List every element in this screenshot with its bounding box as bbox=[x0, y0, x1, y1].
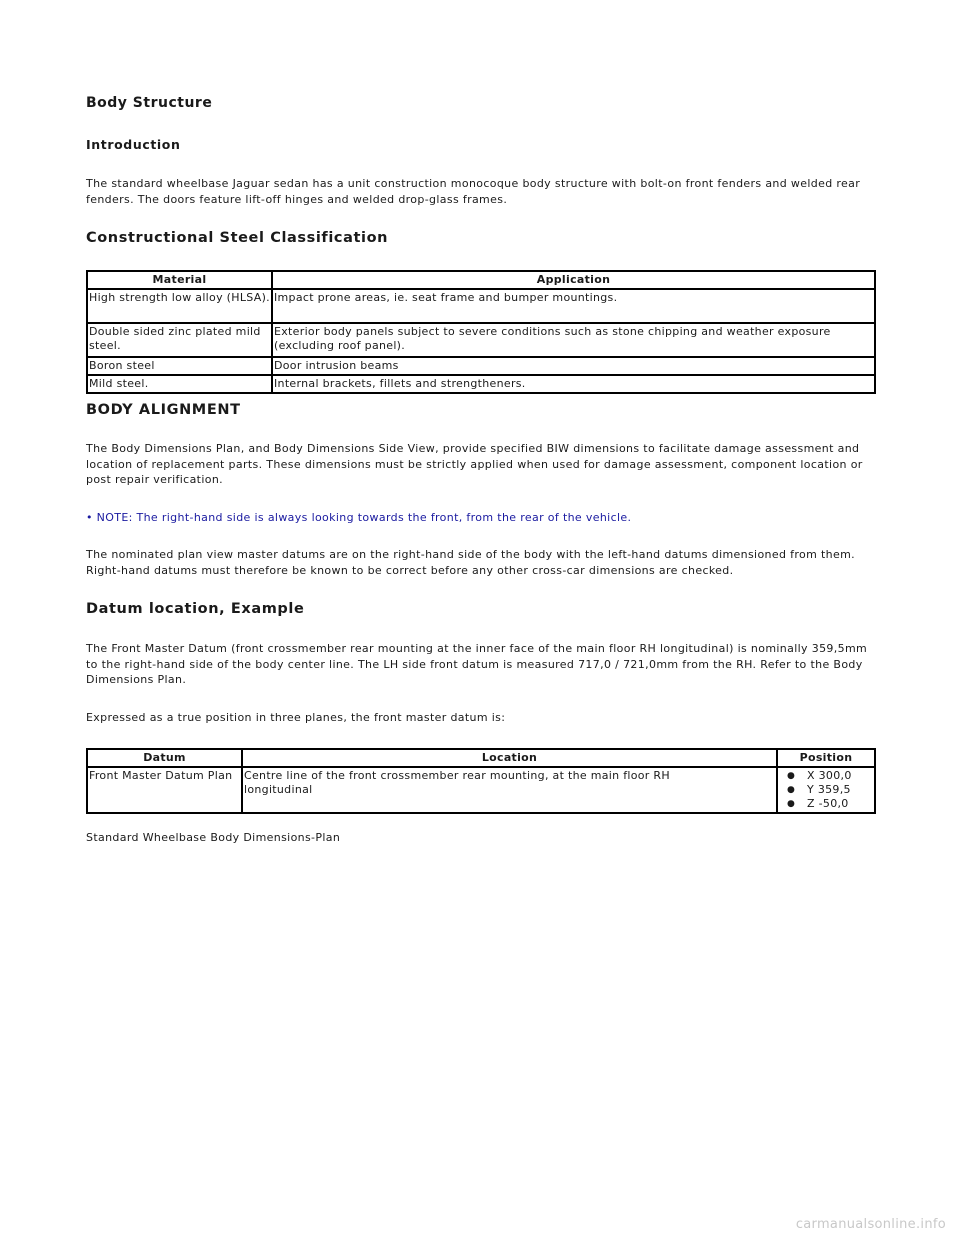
table-row bbox=[87, 289, 875, 323]
material-cell: High strength low alloy (HLSA). bbox=[87, 289, 272, 323]
intro-heading: Introduction bbox=[86, 137, 181, 152]
table-row bbox=[87, 767, 875, 813]
steel-table-header bbox=[87, 271, 875, 289]
example-paragraph: The Front Master Datum (front crossmember rear mounting at the inner face of the main floor RH longitudinal) is nominally 359,5mm to the right-hand side of the body center line. The LH side front datum is measured 717,0 / 721,0mm from the RH. Refer to the Body Dimensions Plan. bbox=[86, 642, 868, 686]
steel-table bbox=[86, 270, 876, 394]
alignment-heading: BODY ALIGNMENT bbox=[86, 402, 241, 418]
steel-heading: Constructional Steel Classification bbox=[86, 230, 389, 246]
material-cell: Mild steel. bbox=[87, 375, 272, 393]
page-title: Body Structure bbox=[86, 95, 213, 111]
position-list bbox=[779, 769, 873, 811]
datum-cell: Front Master Datum Plan bbox=[87, 767, 242, 813]
table-row bbox=[87, 357, 875, 375]
position-z: ● Z -50,0 bbox=[807, 797, 873, 811]
figure-caption: Standard Wheelbase Body Dimensions-Plan bbox=[86, 831, 341, 844]
position-y: ● Y 359,5 bbox=[807, 783, 873, 797]
material-header: Material bbox=[87, 271, 272, 289]
application-cell: Impact prone areas, ie. seat frame and bumper mountings. bbox=[272, 289, 875, 323]
datum-table bbox=[86, 748, 876, 814]
location-header: Location bbox=[242, 749, 777, 767]
table-row bbox=[87, 375, 875, 393]
datum-paragraph: The nominated plan view master datums are on the right-hand side of the body with the left-hand datums dimensioned from them. Right-hand datums must therefore be known to be correct before any other cross-car dimensions are checked. bbox=[86, 548, 856, 577]
position-x: ● X 300,0 bbox=[807, 769, 873, 783]
application-cell: Door intrusion beams bbox=[272, 357, 875, 375]
application-cell: Exterior body panels subject to severe conditions such as stone chipping and weather exposure (excluding roof panel). bbox=[272, 323, 875, 357]
intro-paragraph: The standard wheelbase Jaguar sedan has a unit construction monocoque body structure with bolt-on front fenders and welded rear fenders. The doors feature lift-off hinges and welded drop-glass frames. bbox=[86, 177, 861, 206]
location-cell: Centre line of the front crossmember rear mounting, at the main floor RH longitudinal bbox=[242, 767, 777, 813]
watermark-footer: carmanualsonline.info bbox=[795, 1217, 946, 1232]
example-heading: Datum location, Example bbox=[86, 601, 305, 617]
alignment-paragraph: The Body Dimensions Plan, and Body Dimensions Side View, provide specified BIW dimensions to facilitate damage assessment and location of replacement parts. These dimensions must be strictly applied when used for damage assessment, component location or post repair verification. bbox=[86, 442, 863, 486]
datum-table-header bbox=[87, 749, 875, 767]
position-cell bbox=[777, 767, 875, 813]
material-cell: Double sided zinc plated mild steel. bbox=[87, 323, 272, 357]
material-cell: Boron steel bbox=[87, 357, 272, 375]
note-text: • NOTE: The right-hand side is always looking towards the front, from the rear of the vehicle. bbox=[86, 511, 632, 524]
datum-header: Datum bbox=[87, 749, 242, 767]
application-header: Application bbox=[272, 271, 875, 289]
application-cell: Internal brackets, fillets and strengtheners. bbox=[272, 375, 875, 393]
table-row bbox=[87, 323, 875, 357]
expressed-paragraph: Expressed as a true position in three planes, the front master datum is: bbox=[86, 711, 506, 724]
position-header: Position bbox=[777, 749, 875, 767]
